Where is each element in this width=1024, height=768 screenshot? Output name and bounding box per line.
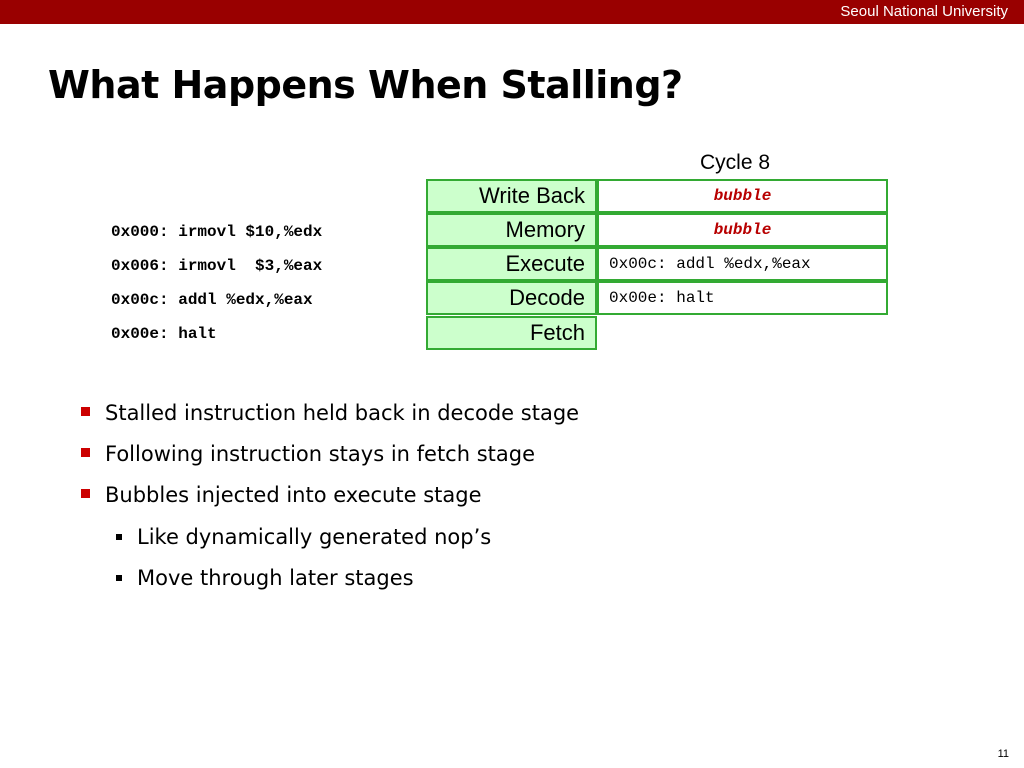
stage-memory: Memory xyxy=(426,213,597,247)
page-number: 11 xyxy=(997,748,1009,760)
bullet-3 xyxy=(105,483,481,507)
code-line-1: 0x000: irmovl $10,%edx xyxy=(111,223,323,241)
stage-fetch: Fetch xyxy=(426,316,597,350)
header-bar xyxy=(0,0,1024,24)
stage-write-back: Write Back xyxy=(426,179,597,213)
code-line-4: 0x00e: halt xyxy=(111,325,217,343)
square-bullet-icon xyxy=(81,407,90,416)
sub-bullet-2-text: Move through later stages xyxy=(137,566,414,590)
sub-bullet-1 xyxy=(137,525,491,549)
small-square-bullet-icon xyxy=(116,534,122,540)
bullet-3-text: Bubbles injected into execute stage xyxy=(105,483,482,507)
cell-memory: bubble xyxy=(597,213,888,247)
university-name: Seoul National University xyxy=(840,3,1008,20)
square-bullet-icon xyxy=(81,448,90,457)
bullet-1-text: Stalled instruction held back in decode stage xyxy=(105,401,580,425)
bullet-2 xyxy=(105,442,535,466)
small-square-bullet-icon xyxy=(116,575,122,581)
square-bullet-icon xyxy=(81,489,90,498)
code-line-3: 0x00c: addl %edx,%eax xyxy=(111,291,313,309)
cell-execute: 0x00c: addl %edx,%eax xyxy=(597,247,888,281)
cell-decode: 0x00e: halt xyxy=(597,281,888,315)
cycle-label: Cycle 8 xyxy=(700,151,771,174)
code-line-2: 0x006: irmovl $3,%eax xyxy=(111,257,323,275)
cell-write-back: bubble xyxy=(597,179,888,213)
bullet-1 xyxy=(105,401,579,425)
stage-execute: Execute xyxy=(426,247,597,281)
bullet-2-text: Following instruction stays in fetch stage xyxy=(105,442,536,466)
sub-bullet-2 xyxy=(137,566,414,590)
sub-bullet-1-text: Like dynamically generated nop’s xyxy=(137,525,492,549)
stage-decode: Decode xyxy=(426,281,597,315)
slide-title: What Happens When Stalling? xyxy=(48,63,683,107)
